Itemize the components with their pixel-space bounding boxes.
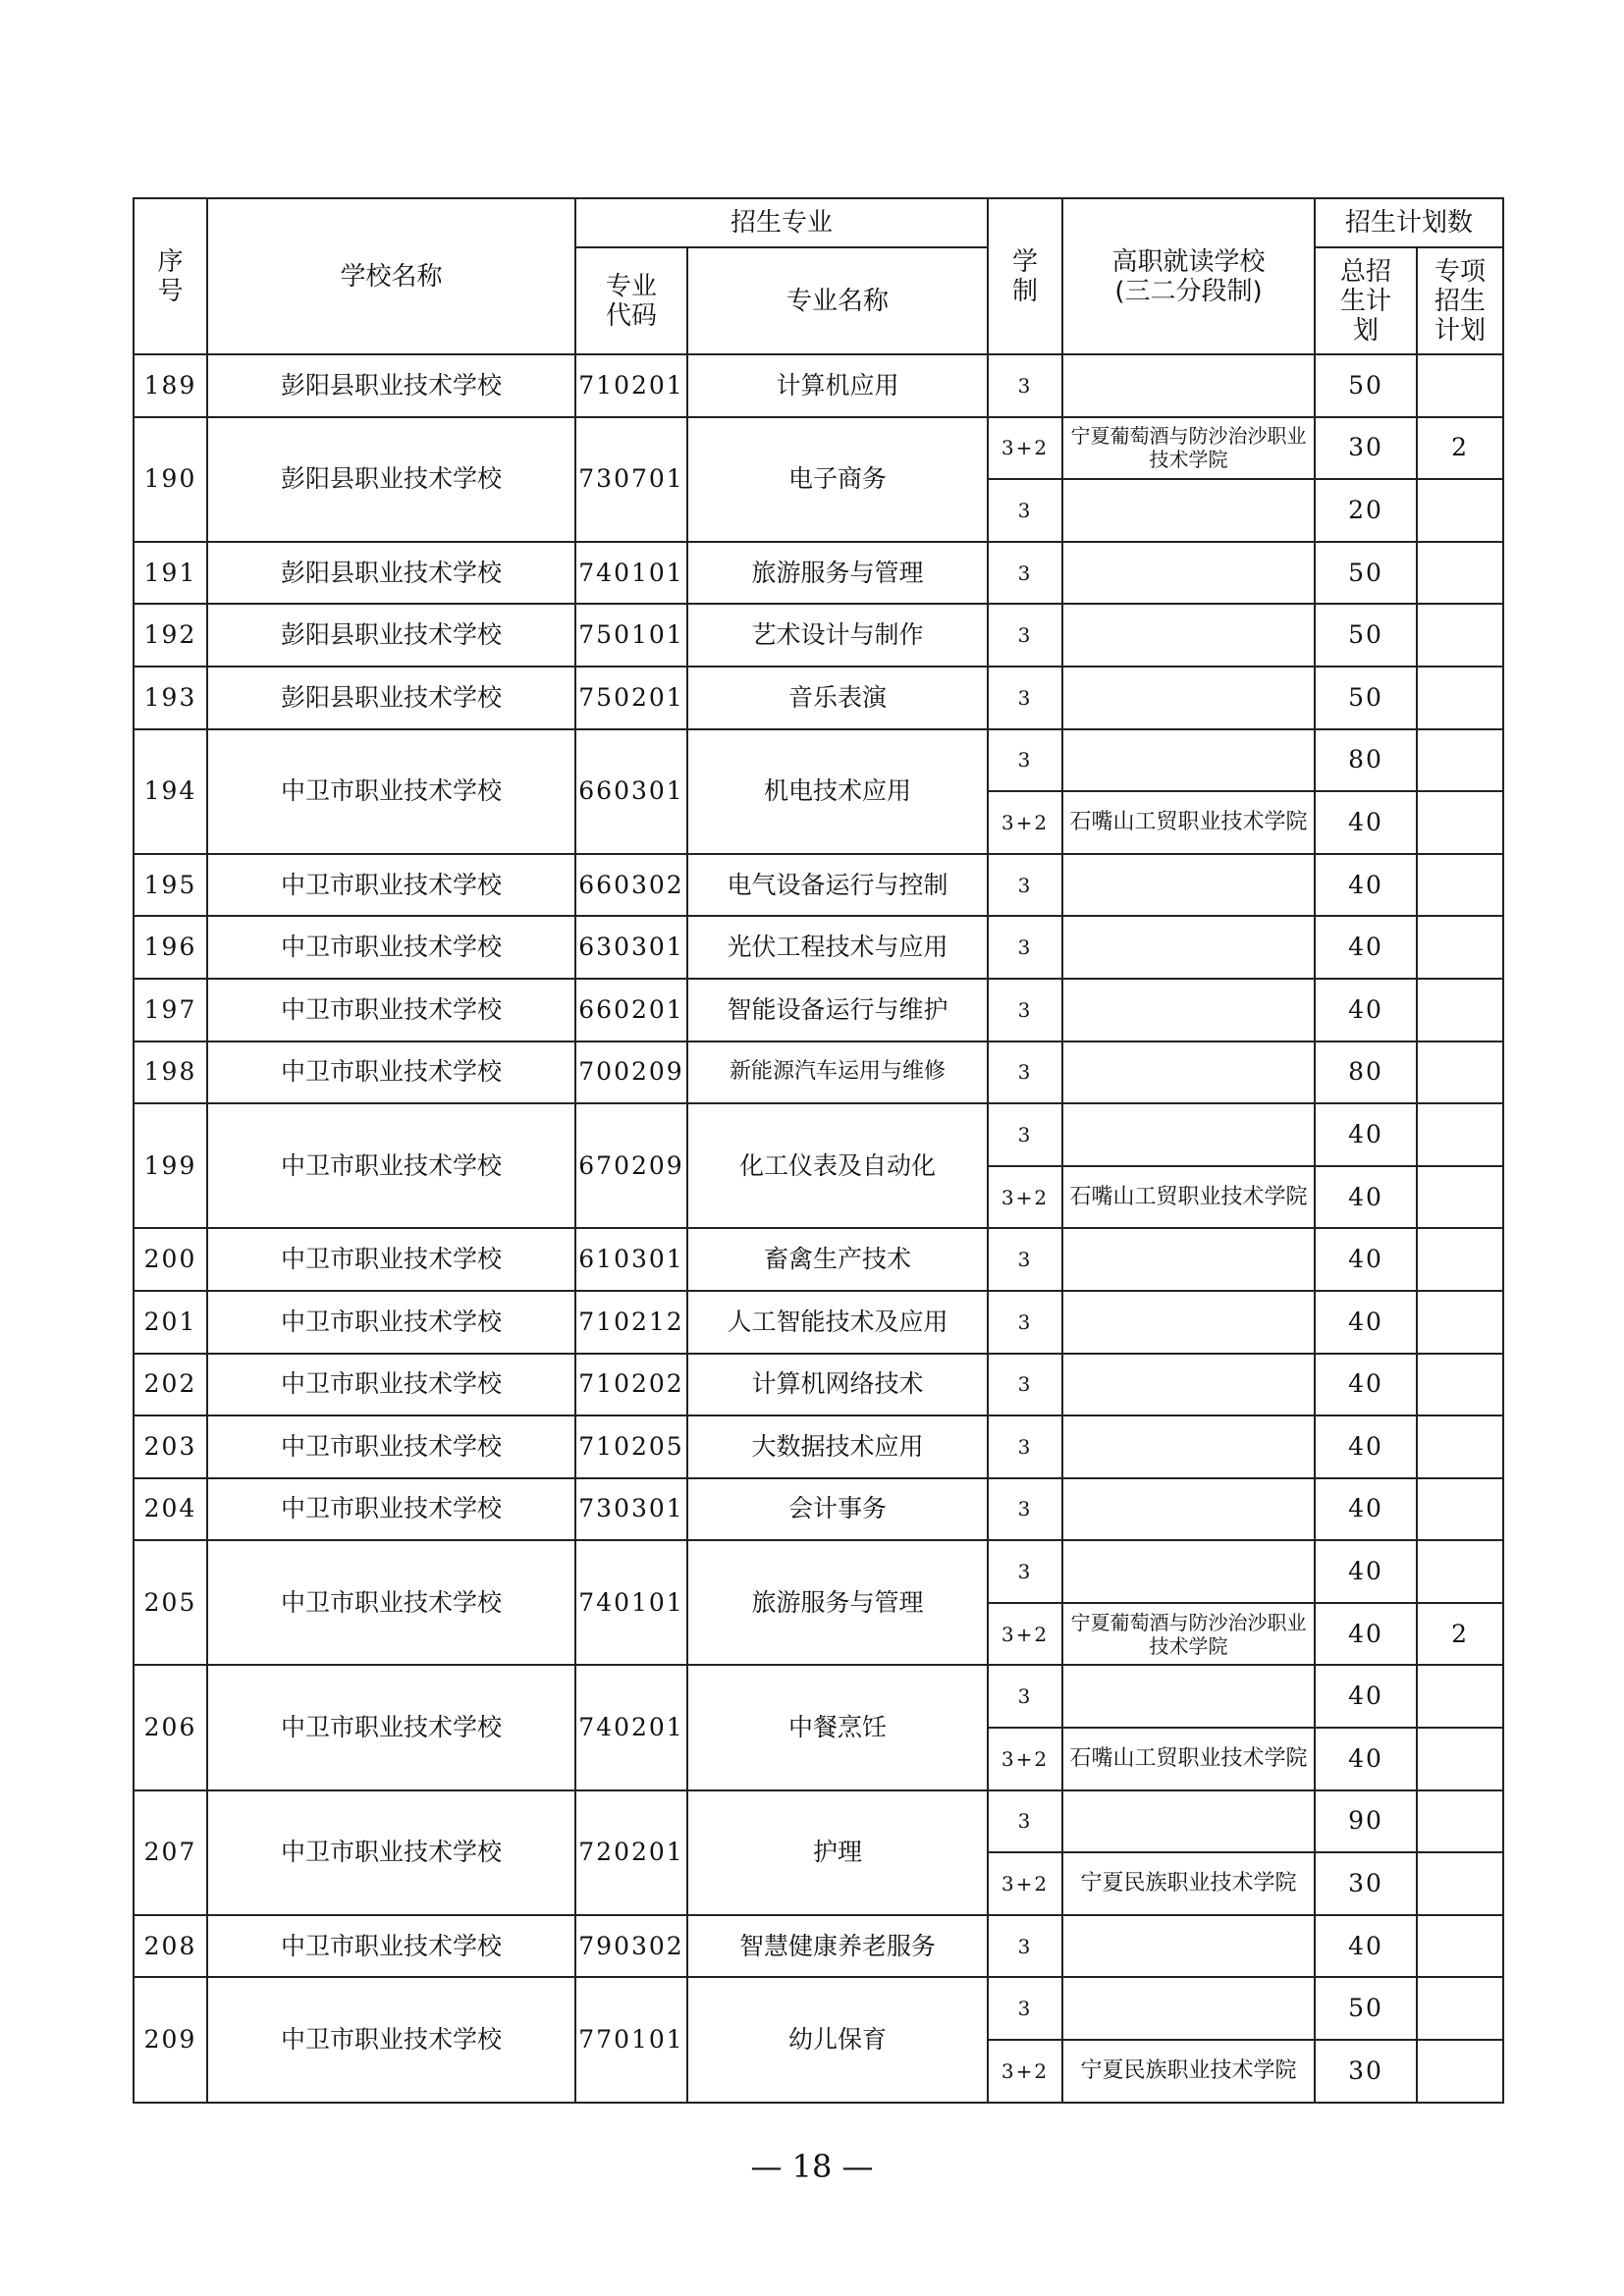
- cell-system: 3: [988, 1354, 1062, 1416]
- cell-higher-school: [1062, 604, 1315, 667]
- cell-seq: 202: [134, 1354, 207, 1416]
- cell-total: 50: [1315, 354, 1417, 417]
- table-row: [134, 1790, 1503, 1853]
- cell-system: 3+2: [988, 2040, 1062, 2103]
- cell-total: 40: [1315, 1540, 1417, 1603]
- cell-major: 畜禽生产技术: [687, 1228, 988, 1291]
- cell-code: 660301: [575, 729, 687, 854]
- cell-system: 3+2: [988, 1852, 1062, 1915]
- cell-major: 机电技术应用: [687, 729, 988, 854]
- cell-major: 电气设备运行与控制: [687, 854, 988, 917]
- cell-code: 670209: [575, 1103, 687, 1228]
- table-row: [134, 916, 1503, 979]
- cell-total: 40: [1315, 979, 1417, 1041]
- cell-major: 旅游服务与管理: [687, 542, 988, 605]
- cell-school: 彭阳县职业技术学校: [207, 417, 575, 542]
- table-row: [134, 417, 1503, 480]
- header-major-name: 专业名称: [687, 247, 988, 354]
- cell-total: 90: [1315, 1790, 1417, 1853]
- header-total: 总招 生计 划: [1315, 247, 1417, 354]
- cell-system: 3: [988, 1915, 1062, 1978]
- cell-seq: 194: [134, 729, 207, 854]
- table-row: [134, 1478, 1503, 1541]
- cell-system: 3: [988, 1540, 1062, 1603]
- header-major-group: 招生专业: [575, 198, 988, 247]
- cell-seq: 204: [134, 1478, 207, 1541]
- cell-major: 旅游服务与管理: [687, 1540, 988, 1665]
- cell-special: [1417, 791, 1503, 854]
- cell-higher-school: [1062, 1354, 1315, 1416]
- cell-higher-school: [1062, 1540, 1315, 1603]
- cell-system: 3+2: [988, 1166, 1062, 1229]
- cell-school: 中卫市职业技术学校: [207, 729, 575, 854]
- cell-code: 740201: [575, 1665, 687, 1789]
- cell-special: [1417, 979, 1503, 1041]
- cell-major: 电子商务: [687, 417, 988, 542]
- cell-special: [1417, 1041, 1503, 1104]
- cell-total: 40: [1315, 1915, 1417, 1978]
- cell-school: 中卫市职业技术学校: [207, 1977, 575, 2102]
- cell-system: 3: [988, 1041, 1062, 1104]
- cell-system: 3: [988, 854, 1062, 917]
- cell-special: 2: [1417, 1603, 1503, 1666]
- cell-higher-school: [1062, 1103, 1315, 1166]
- cell-major: 化工仪表及自动化: [687, 1103, 988, 1228]
- cell-system: 3: [988, 979, 1062, 1041]
- table-row: [134, 854, 1503, 917]
- cell-system: 3: [988, 916, 1062, 979]
- cell-major: 会计事务: [687, 1478, 988, 1541]
- header-system: 学 制: [988, 198, 1062, 354]
- cell-special: [1417, 1291, 1503, 1354]
- cell-school: 中卫市职业技术学校: [207, 1478, 575, 1541]
- cell-seq: 209: [134, 1977, 207, 2102]
- cell-total: 40: [1315, 916, 1417, 979]
- table-row: [134, 1354, 1503, 1416]
- cell-higher-school: 宁夏葡萄酒与防沙治沙职业技术学院: [1062, 417, 1315, 480]
- cell-total: 40: [1315, 1291, 1417, 1354]
- cell-code: 700209: [575, 1041, 687, 1104]
- cell-major: 新能源汽车运用与维修: [687, 1041, 988, 1104]
- cell-major: 光伏工程技术与应用: [687, 916, 988, 979]
- cell-higher-school: [1062, 916, 1315, 979]
- header-higher-school: 高职就读学校 (三二分段制): [1062, 198, 1315, 354]
- cell-total: 40: [1315, 1415, 1417, 1478]
- cell-total: 50: [1315, 604, 1417, 667]
- cell-code: 710205: [575, 1415, 687, 1478]
- enrollment-plan-table: [133, 197, 1504, 2104]
- cell-higher-school: [1062, 1665, 1315, 1728]
- cell-total: 40: [1315, 1728, 1417, 1790]
- cell-seq: 191: [134, 542, 207, 605]
- cell-system: 3: [988, 729, 1062, 792]
- cell-school: 中卫市职业技术学校: [207, 1041, 575, 1104]
- cell-major: 计算机网络技术: [687, 1354, 988, 1416]
- cell-system: 3: [988, 1665, 1062, 1728]
- cell-seq: 201: [134, 1291, 207, 1354]
- cell-total: 40: [1315, 1665, 1417, 1728]
- cell-seq: 207: [134, 1790, 207, 1915]
- cell-system: 3: [988, 667, 1062, 729]
- cell-seq: 199: [134, 1103, 207, 1228]
- cell-total: 40: [1315, 1603, 1417, 1666]
- page-number: — 18 —: [750, 2148, 874, 2185]
- cell-special: [1417, 1790, 1503, 1853]
- cell-special: 2: [1417, 417, 1503, 480]
- cell-school: 中卫市职业技术学校: [207, 1415, 575, 1478]
- cell-school: 中卫市职业技术学校: [207, 1228, 575, 1291]
- cell-special: [1417, 667, 1503, 729]
- cell-special: [1417, 1415, 1503, 1478]
- cell-total: 20: [1315, 479, 1417, 542]
- cell-higher-school: 石嘴山工贸职业技术学院: [1062, 791, 1315, 854]
- cell-seq: 190: [134, 417, 207, 542]
- cell-higher-school: [1062, 479, 1315, 542]
- cell-total: 30: [1315, 417, 1417, 480]
- cell-school: 彭阳县职业技术学校: [207, 542, 575, 605]
- header-seq: 序 号: [134, 198, 207, 354]
- cell-major: 中餐烹饪: [687, 1665, 988, 1789]
- cell-system: 3: [988, 1478, 1062, 1541]
- cell-higher-school: [1062, 1478, 1315, 1541]
- cell-school: 彭阳县职业技术学校: [207, 604, 575, 667]
- cell-special: [1417, 729, 1503, 792]
- cell-system: 3: [988, 1228, 1062, 1291]
- cell-total: 50: [1315, 542, 1417, 605]
- cell-major: 人工智能技术及应用: [687, 1291, 988, 1354]
- cell-seq: 197: [134, 979, 207, 1041]
- cell-special: [1417, 916, 1503, 979]
- table-row: [134, 979, 1503, 1041]
- cell-higher-school: [1062, 354, 1315, 417]
- cell-special: [1417, 542, 1503, 605]
- cell-code: 730301: [575, 1478, 687, 1541]
- cell-higher-school: [1062, 729, 1315, 792]
- cell-higher-school: [1062, 1790, 1315, 1853]
- cell-system: 3: [988, 1977, 1062, 2040]
- cell-school: 中卫市职业技术学校: [207, 1540, 575, 1665]
- cell-major: 音乐表演: [687, 667, 988, 729]
- table-row: [134, 1915, 1503, 1978]
- cell-school: 彭阳县职业技术学校: [207, 667, 575, 729]
- cell-total: 40: [1315, 1228, 1417, 1291]
- cell-system: 3+2: [988, 791, 1062, 854]
- cell-major: 艺术设计与制作: [687, 604, 988, 667]
- cell-special: [1417, 1166, 1503, 1229]
- cell-code: 770101: [575, 1977, 687, 2102]
- cell-school: 中卫市职业技术学校: [207, 1354, 575, 1416]
- cell-special: [1417, 479, 1503, 542]
- cell-higher-school: [1062, 1291, 1315, 1354]
- table-row: [134, 729, 1503, 792]
- cell-seq: 208: [134, 1915, 207, 1978]
- cell-seq: 193: [134, 667, 207, 729]
- cell-higher-school: 宁夏民族职业技术学院: [1062, 2040, 1315, 2103]
- cell-system: 3: [988, 542, 1062, 605]
- table-body: [134, 354, 1503, 2103]
- cell-system: 3+2: [988, 417, 1062, 480]
- table-row: [134, 354, 1503, 417]
- cell-seq: 198: [134, 1041, 207, 1104]
- cell-major: 智慧健康养老服务: [687, 1915, 988, 1978]
- cell-seq: 200: [134, 1228, 207, 1291]
- cell-seq: 192: [134, 604, 207, 667]
- cell-system: 3: [988, 354, 1062, 417]
- cell-code: 720201: [575, 1790, 687, 1915]
- table-row: [134, 1415, 1503, 1478]
- cell-total: 80: [1315, 729, 1417, 792]
- cell-higher-school: [1062, 979, 1315, 1041]
- cell-special: [1417, 1354, 1503, 1416]
- cell-seq: 189: [134, 354, 207, 417]
- table-row: [134, 1665, 1503, 1728]
- cell-special: [1417, 1852, 1503, 1915]
- cell-code: 740101: [575, 1540, 687, 1665]
- cell-higher-school: [1062, 1415, 1315, 1478]
- cell-special: [1417, 1540, 1503, 1603]
- cell-higher-school: [1062, 667, 1315, 729]
- cell-school: 中卫市职业技术学校: [207, 1790, 575, 1915]
- cell-special: [1417, 1728, 1503, 1790]
- cell-school: 中卫市职业技术学校: [207, 1665, 575, 1789]
- cell-school: 中卫市职业技术学校: [207, 854, 575, 917]
- header-plan-group: 招生计划数: [1315, 198, 1503, 247]
- cell-school: 彭阳县职业技术学校: [207, 354, 575, 417]
- header-special: 专项 招生 计划: [1417, 247, 1503, 354]
- cell-school: 中卫市职业技术学校: [207, 979, 575, 1041]
- cell-code: 610301: [575, 1228, 687, 1291]
- cell-special: [1417, 1228, 1503, 1291]
- cell-seq: 206: [134, 1665, 207, 1789]
- cell-school: 中卫市职业技术学校: [207, 1103, 575, 1228]
- cell-code: 750101: [575, 604, 687, 667]
- cell-system: 3+2: [988, 1603, 1062, 1666]
- cell-special: [1417, 604, 1503, 667]
- cell-system: 3: [988, 1103, 1062, 1166]
- cell-total: 30: [1315, 1852, 1417, 1915]
- cell-higher-school: [1062, 1228, 1315, 1291]
- cell-major: 大数据技术应用: [687, 1415, 988, 1478]
- cell-higher-school: [1062, 1977, 1315, 2040]
- cell-seq: 196: [134, 916, 207, 979]
- cell-code: 660302: [575, 854, 687, 917]
- cell-special: [1417, 1915, 1503, 1978]
- cell-higher-school: 石嘴山工贸职业技术学院: [1062, 1728, 1315, 1790]
- cell-system: 3: [988, 604, 1062, 667]
- cell-major: 护理: [687, 1790, 988, 1915]
- header-school: 学校名称: [207, 198, 575, 354]
- cell-total: 50: [1315, 667, 1417, 729]
- cell-total: 40: [1315, 1478, 1417, 1541]
- cell-special: [1417, 1103, 1503, 1166]
- cell-code: 710202: [575, 1354, 687, 1416]
- cell-special: [1417, 854, 1503, 917]
- cell-total: 40: [1315, 1103, 1417, 1166]
- cell-higher-school: [1062, 1915, 1315, 1978]
- cell-total: 50: [1315, 1977, 1417, 2040]
- cell-system: 3: [988, 1790, 1062, 1853]
- table-row: [134, 667, 1503, 729]
- cell-total: 40: [1315, 1354, 1417, 1416]
- cell-code: 660201: [575, 979, 687, 1041]
- cell-major: 智能设备运行与维护: [687, 979, 988, 1041]
- cell-special: [1417, 2040, 1503, 2103]
- table-row: [134, 1540, 1503, 1603]
- cell-school: 中卫市职业技术学校: [207, 1915, 575, 1978]
- cell-higher-school: 宁夏民族职业技术学院: [1062, 1852, 1315, 1915]
- cell-total: 80: [1315, 1041, 1417, 1104]
- cell-special: [1417, 1977, 1503, 2040]
- cell-special: [1417, 1478, 1503, 1541]
- cell-higher-school: [1062, 1041, 1315, 1104]
- cell-seq: 195: [134, 854, 207, 917]
- table-row: [134, 1041, 1503, 1104]
- cell-total: 40: [1315, 1166, 1417, 1229]
- cell-seq: 205: [134, 1540, 207, 1665]
- cell-code: 750201: [575, 667, 687, 729]
- cell-higher-school: 石嘴山工贸职业技术学院: [1062, 1166, 1315, 1229]
- cell-total: 40: [1315, 854, 1417, 917]
- cell-code: 710201: [575, 354, 687, 417]
- cell-special: [1417, 354, 1503, 417]
- cell-system: 3: [988, 479, 1062, 542]
- cell-higher-school: [1062, 542, 1315, 605]
- cell-higher-school: [1062, 854, 1315, 917]
- cell-code: 790302: [575, 1915, 687, 1978]
- cell-system: 3+2: [988, 1728, 1062, 1790]
- cell-code: 730701: [575, 417, 687, 542]
- table-row: [134, 542, 1503, 605]
- table-row: [134, 1977, 1503, 2040]
- cell-seq: 203: [134, 1415, 207, 1478]
- cell-total: 40: [1315, 791, 1417, 854]
- cell-special: [1417, 1665, 1503, 1728]
- table-row: [134, 604, 1503, 667]
- cell-higher-school: 宁夏葡萄酒与防沙治沙职业技术学院: [1062, 1603, 1315, 1666]
- cell-system: 3: [988, 1291, 1062, 1354]
- cell-system: 3: [988, 1415, 1062, 1478]
- cell-code: 710212: [575, 1291, 687, 1354]
- cell-major: 计算机应用: [687, 354, 988, 417]
- cell-total: 30: [1315, 2040, 1417, 2103]
- table-row: [134, 1103, 1503, 1166]
- cell-major: 幼儿保育: [687, 1977, 988, 2102]
- header-code: 专业 代码: [575, 247, 687, 354]
- table-row: [134, 1291, 1503, 1354]
- table-row: [134, 1228, 1503, 1291]
- cell-code: 740101: [575, 542, 687, 605]
- cell-school: 中卫市职业技术学校: [207, 1291, 575, 1354]
- cell-code: 630301: [575, 916, 687, 979]
- cell-school: 中卫市职业技术学校: [207, 916, 575, 979]
